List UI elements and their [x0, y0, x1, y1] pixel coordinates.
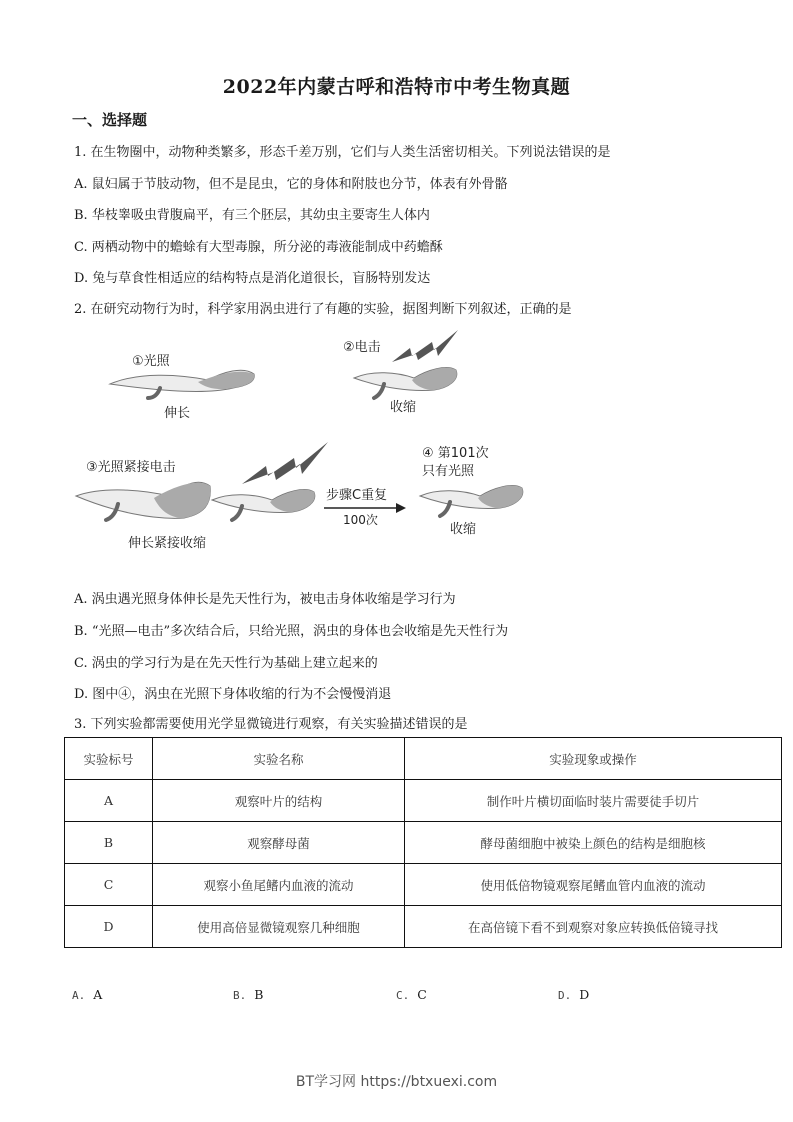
table-row [65, 822, 782, 864]
step2-result: 收缩 [390, 400, 417, 415]
question-2-option-b: B. “光照—电击”多次结合后，只给光照，涡虫的身体也会收缩是先天性行为 [74, 624, 509, 639]
question-1-option-b: B. 华枝睾吸虫背腹扁平，有三个胚层，其幼虫主要寄生人体内 [74, 208, 430, 223]
table-cell-observation: 使用低倍物镜观察尾鳍血管内血液的流动 [405, 864, 782, 906]
table-row [65, 906, 782, 948]
step4-label-line2: 只有光照 [422, 464, 475, 479]
planarian-contracted-icon [418, 480, 528, 520]
answer-option-b: B. B [233, 987, 264, 1002]
question-1-option-a: A. 鼠妇属于节肢动物，但不是昆虫，它的身体和附肢也分节，体表有外骨骼 [74, 177, 508, 192]
planarian-extended-icon [74, 478, 214, 524]
table-cell-id: C [65, 864, 153, 906]
table-cell-id: D [65, 906, 153, 948]
table-header-cell: 实验标号 [65, 738, 153, 780]
step4-result: 收缩 [450, 522, 477, 537]
table-cell-name: 观察小鱼尾鳍内血液的流动 [153, 864, 405, 906]
lightning-bolt-icon [240, 440, 330, 488]
step1-label: ①光照 [132, 354, 170, 369]
table-row [65, 864, 782, 906]
question-2-option-a: A. 涡虫遇光照身体伸长是先天性行为，被电击身体收缩是学习行为 [74, 592, 456, 607]
table-cell-observation: 酵母菌细胞中被染上颜色的结构是细胞核 [405, 822, 782, 864]
experiment-table [64, 737, 782, 948]
question-1-option-d: D. 兔与草食性相适应的结构特点是消化道很长，盲肠特别发达 [74, 271, 431, 286]
table-header-row [65, 738, 782, 780]
section-heading: 一、选择题 [72, 111, 148, 129]
table-cell-observation: 制作叶片横切面临时装片需要徒手切片 [405, 780, 782, 822]
question-2-option-c: C. 涡虫的学习行为是在先天性行为基础上建立起来的 [74, 656, 378, 671]
step1-result: 伸长 [164, 406, 191, 421]
question-2-stem: 2. 在研究动物行为时，科学家用涡虫进行了有趣的实验，据图判断下列叙述，正确的是 [74, 302, 572, 317]
table-cell-name: 观察酵母菌 [153, 822, 405, 864]
arrow-label-count: 100次 [343, 513, 378, 527]
question-1-option-c: C. 两栖动物中的蟾蜍有大型毒腺，所分泌的毒液能制成中药蟾酥 [74, 240, 443, 255]
answer-option-c: C. C [396, 987, 427, 1002]
table-cell-observation: 在高倍镜下看不到观察对象应转换低倍镜寻找 [405, 906, 782, 948]
table-cell-id: B [65, 822, 153, 864]
question-3-stem: 3. 下列实验都需要使用光学显微镜进行观察，有关实验描述错误的是 [74, 717, 468, 732]
table-cell-id: A [65, 780, 153, 822]
document-title: 2022年内蒙古呼和浩特市中考生物真题 [222, 76, 571, 98]
step2-label: ②电击 [343, 340, 381, 355]
planarian-contracted-icon [210, 484, 320, 524]
step4-label-line1: ④ 第101次 [422, 446, 489, 461]
step3-result: 伸长紧接收缩 [128, 536, 207, 551]
planarian-experiment-figure [70, 328, 550, 558]
table-header-cell: 实验现象或操作 [405, 738, 782, 780]
question-2-option-d: D. 图中④，涡虫在光照下身体收缩的行为不会慢慢消退 [74, 687, 392, 702]
planarian-extended-icon [108, 364, 258, 400]
arrow-label-repeat: 步骤C重复 [326, 488, 388, 503]
step3-label: ③光照紧接电击 [86, 460, 176, 475]
table-row [65, 780, 782, 822]
footer-watermark: BT学习网 https://btxuexi.com [295, 1074, 498, 1090]
table-cell-name: 观察叶片的结构 [153, 780, 405, 822]
table-cell-name: 使用高倍显微镜观察几种细胞 [153, 906, 405, 948]
answer-option-d: D. D [558, 987, 590, 1002]
table-header-cell: 实验名称 [153, 738, 405, 780]
question-1-stem: 1. 在生物圈中，动物种类繁多，形态千差万别，它们与人类生活密切相关。下列说法错误的是 [74, 145, 611, 160]
answer-option-a: A. A [72, 987, 103, 1002]
